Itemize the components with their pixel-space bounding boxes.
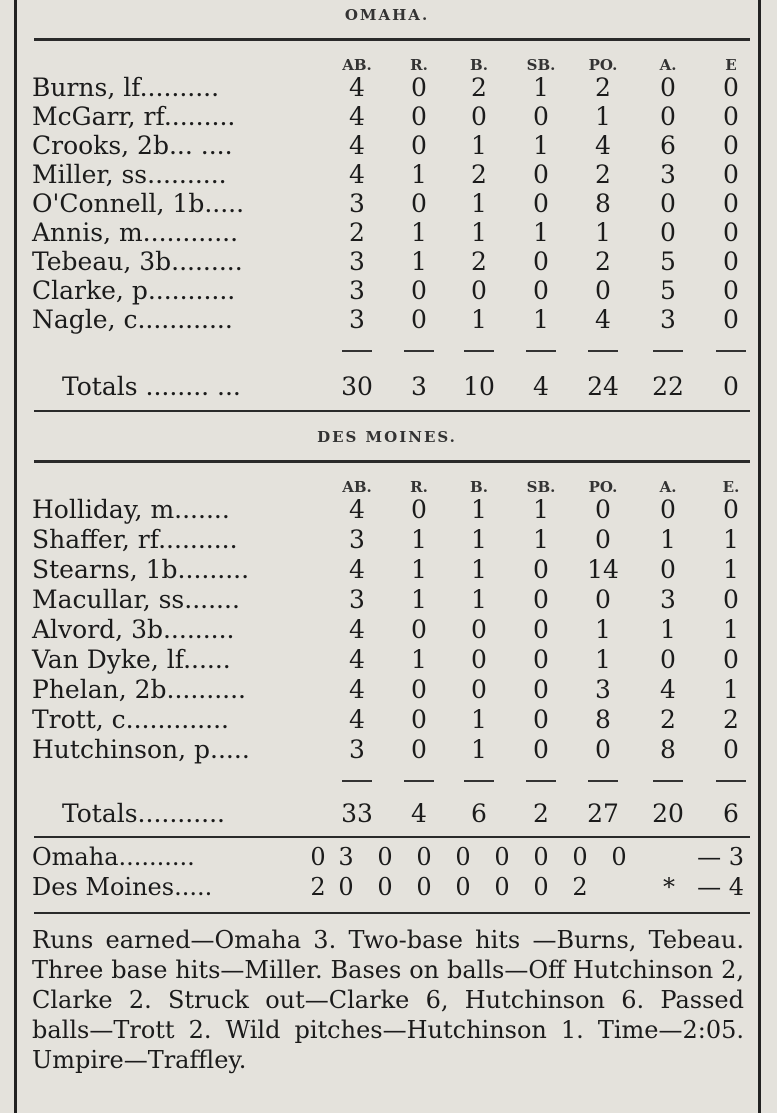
stat-sb: 1 bbox=[533, 73, 549, 102]
player-name: Phelan, 2b.......... bbox=[32, 675, 246, 704]
des-moines-top-rule bbox=[34, 460, 750, 463]
stat-r: 1 bbox=[411, 218, 427, 247]
header-po: PO. bbox=[588, 56, 618, 74]
player-name: Trott, c............. bbox=[32, 705, 229, 734]
stat-e: 1 bbox=[723, 525, 739, 554]
player-name: Miller, ss.......... bbox=[32, 160, 227, 189]
inning-9: 0 bbox=[611, 843, 627, 871]
stat-b: 0 bbox=[471, 645, 487, 674]
stat-sb: 0 bbox=[533, 189, 549, 218]
total-ab: 30 bbox=[341, 372, 373, 401]
omaha-total-dashes bbox=[20, 350, 754, 360]
player-name: Nagle, c............ bbox=[32, 305, 233, 334]
header-po: PO. bbox=[588, 478, 618, 496]
header-r: R. bbox=[410, 478, 428, 496]
player-name: O'Connell, 1b..... bbox=[32, 189, 245, 218]
inning-3: 0 bbox=[377, 873, 393, 901]
player-name: Holliday, m....... bbox=[32, 495, 230, 524]
stat-r: 0 bbox=[411, 305, 427, 334]
totals-label: Totals ........ ... bbox=[62, 372, 241, 401]
stat-ab: 4 bbox=[349, 615, 365, 644]
table-row bbox=[20, 706, 754, 734]
inning-8: 0 bbox=[572, 843, 588, 871]
table-row bbox=[20, 248, 754, 276]
stat-sb: 1 bbox=[533, 525, 549, 554]
player-name: Hutchinson, p..... bbox=[32, 735, 250, 764]
table-row bbox=[20, 496, 754, 524]
stat-b: 2 bbox=[471, 247, 487, 276]
total-r: 4 bbox=[411, 799, 427, 828]
table-row bbox=[20, 556, 754, 584]
header-b: B. bbox=[470, 56, 488, 74]
inning-7: 0 bbox=[533, 843, 549, 871]
stat-b: 1 bbox=[471, 525, 487, 554]
total-r: 3 bbox=[411, 372, 427, 401]
table-row bbox=[20, 132, 754, 160]
line-score-divider bbox=[34, 836, 750, 838]
inning-7: 0 bbox=[533, 873, 549, 901]
stat-a: 5 bbox=[660, 247, 676, 276]
inning-2: 0 bbox=[338, 873, 354, 901]
stat-a: 1 bbox=[660, 615, 676, 644]
stat-sb: 1 bbox=[533, 495, 549, 524]
stat-r: 0 bbox=[411, 735, 427, 764]
stat-ab: 3 bbox=[349, 247, 365, 276]
header-sb: SB. bbox=[526, 56, 556, 74]
header-ab: AB. bbox=[342, 56, 372, 74]
stat-ab: 4 bbox=[349, 160, 365, 189]
des-moines-title: DES MOINES. bbox=[317, 428, 457, 446]
inning-1: 2 bbox=[310, 873, 326, 901]
stat-po: 14 bbox=[587, 555, 619, 584]
stat-ab: 3 bbox=[349, 189, 365, 218]
stat-ab: 4 bbox=[349, 675, 365, 704]
player-name: Annis, m............ bbox=[32, 218, 239, 247]
stat-sb: 0 bbox=[533, 735, 549, 764]
stat-b: 0 bbox=[471, 615, 487, 644]
stat-po: 8 bbox=[595, 705, 611, 734]
header-e: E bbox=[725, 56, 737, 74]
stat-po: 1 bbox=[595, 102, 611, 131]
header-sb: SB. bbox=[526, 478, 556, 496]
stat-r: 1 bbox=[411, 525, 427, 554]
table-row bbox=[20, 219, 754, 247]
stat-po: 1 bbox=[595, 645, 611, 674]
stat-sb: 0 bbox=[533, 705, 549, 734]
stat-r: 0 bbox=[411, 705, 427, 734]
stat-e: 0 bbox=[723, 189, 739, 218]
stat-sb: 1 bbox=[533, 218, 549, 247]
stat-r: 0 bbox=[411, 675, 427, 704]
table-row bbox=[20, 616, 754, 644]
stat-a: 2 bbox=[660, 705, 676, 734]
stat-a: 0 bbox=[660, 218, 676, 247]
stat-a: 1 bbox=[660, 525, 676, 554]
stat-a: 0 bbox=[660, 73, 676, 102]
header-a: A. bbox=[659, 56, 677, 74]
header-b: B. bbox=[470, 478, 488, 496]
stat-r: 1 bbox=[411, 247, 427, 276]
stat-sb: 0 bbox=[533, 585, 549, 614]
line-score-total: — 4 bbox=[697, 873, 744, 901]
table-row bbox=[20, 277, 754, 305]
total-ab: 33 bbox=[341, 799, 373, 828]
stat-ab: 2 bbox=[349, 218, 365, 247]
stat-r: 0 bbox=[411, 615, 427, 644]
inning-5: 0 bbox=[455, 873, 471, 901]
stat-r: 1 bbox=[411, 160, 427, 189]
stat-a: 8 bbox=[660, 735, 676, 764]
total-sb: 2 bbox=[533, 799, 549, 828]
summary-divider bbox=[34, 912, 750, 914]
line-score-team: Omaha.......... bbox=[32, 843, 195, 871]
table-row bbox=[20, 103, 754, 131]
player-name: Alvord, 3b......... bbox=[32, 615, 235, 644]
stat-a: 6 bbox=[660, 131, 676, 160]
omaha-title: OMAHA. bbox=[344, 6, 430, 24]
line-score-total: — 3 bbox=[697, 843, 744, 871]
stat-po: 8 bbox=[595, 189, 611, 218]
stat-e: 0 bbox=[723, 735, 739, 764]
total-b: 10 bbox=[463, 372, 495, 401]
stat-e: 0 bbox=[723, 495, 739, 524]
stat-sb: 0 bbox=[533, 615, 549, 644]
header-e: E. bbox=[722, 478, 740, 496]
stat-po: 2 bbox=[595, 73, 611, 102]
stat-e: 1 bbox=[723, 675, 739, 704]
stat-e: 0 bbox=[723, 305, 739, 334]
stat-a: 5 bbox=[660, 276, 676, 305]
stat-b: 1 bbox=[471, 705, 487, 734]
stat-po: 0 bbox=[595, 495, 611, 524]
stat-b: 1 bbox=[471, 555, 487, 584]
stat-b: 1 bbox=[471, 305, 487, 334]
stat-sb: 1 bbox=[533, 305, 549, 334]
stat-ab: 4 bbox=[349, 102, 365, 131]
stat-a: 0 bbox=[660, 645, 676, 674]
stat-po: 0 bbox=[595, 735, 611, 764]
stat-a: 3 bbox=[660, 160, 676, 189]
inning-8: 2 bbox=[572, 873, 588, 901]
stat-po: 2 bbox=[595, 160, 611, 189]
stat-b: 0 bbox=[471, 102, 487, 131]
table-row bbox=[20, 646, 754, 674]
stat-b: 1 bbox=[471, 218, 487, 247]
header-r: R. bbox=[410, 56, 428, 74]
total-po: 27 bbox=[587, 799, 619, 828]
table-row bbox=[20, 736, 754, 764]
des-moines-total-dashes bbox=[20, 780, 754, 790]
player-name: Macullar, ss....... bbox=[32, 585, 240, 614]
omaha-totals-row bbox=[20, 373, 754, 401]
stat-a: 3 bbox=[660, 305, 676, 334]
stat-sb: 0 bbox=[533, 675, 549, 704]
stat-sb: 0 bbox=[533, 645, 549, 674]
stat-po: 1 bbox=[595, 218, 611, 247]
stat-sb: 0 bbox=[533, 276, 549, 305]
stat-e: 0 bbox=[723, 131, 739, 160]
inning-4: 0 bbox=[416, 843, 432, 871]
inning-2: 3 bbox=[338, 843, 354, 871]
des-moines-totals-row bbox=[20, 800, 754, 828]
stat-po: 0 bbox=[595, 585, 611, 614]
table-row bbox=[20, 190, 754, 218]
stat-r: 1 bbox=[411, 645, 427, 674]
box-score-sheet bbox=[20, 0, 754, 1113]
stat-r: 1 bbox=[411, 555, 427, 584]
stat-a: 4 bbox=[660, 675, 676, 704]
table-row bbox=[20, 586, 754, 614]
player-name: Tebeau, 3b......... bbox=[32, 247, 243, 276]
stat-po: 1 bbox=[595, 615, 611, 644]
line-score-row-des-moines bbox=[20, 872, 754, 902]
header-a: A. bbox=[659, 478, 677, 496]
line-score-row-omaha bbox=[20, 842, 754, 872]
stat-r: 1 bbox=[411, 585, 427, 614]
table-row bbox=[20, 161, 754, 189]
stat-e: 1 bbox=[723, 615, 739, 644]
stat-b: 1 bbox=[471, 735, 487, 764]
stat-a: 0 bbox=[660, 189, 676, 218]
stat-po: 2 bbox=[595, 247, 611, 276]
stat-sb: 0 bbox=[533, 247, 549, 276]
stat-b: 0 bbox=[471, 276, 487, 305]
line-score-team: Des Moines..... bbox=[32, 873, 213, 901]
stat-e: 2 bbox=[723, 705, 739, 734]
player-name: McGarr, rf......... bbox=[32, 102, 236, 131]
stat-r: 0 bbox=[411, 102, 427, 131]
total-e: 6 bbox=[723, 799, 739, 828]
inning-1: 0 bbox=[310, 843, 326, 871]
stat-e: 0 bbox=[723, 247, 739, 276]
table-row bbox=[20, 306, 754, 334]
stat-e: 0 bbox=[723, 160, 739, 189]
stat-r: 0 bbox=[411, 189, 427, 218]
stat-ab: 4 bbox=[349, 131, 365, 160]
total-e: 0 bbox=[723, 372, 739, 401]
stat-b: 1 bbox=[471, 189, 487, 218]
total-b: 6 bbox=[471, 799, 487, 828]
table-row bbox=[20, 526, 754, 554]
omaha-top-rule bbox=[34, 38, 750, 41]
stat-e: 1 bbox=[723, 555, 739, 584]
stat-po: 3 bbox=[595, 675, 611, 704]
table-row bbox=[20, 676, 754, 704]
inning-6: 0 bbox=[494, 843, 510, 871]
stat-a: 3 bbox=[660, 585, 676, 614]
stat-po: 0 bbox=[595, 276, 611, 305]
stat-b: 1 bbox=[471, 495, 487, 524]
header-ab: AB. bbox=[342, 478, 372, 496]
player-name: Crooks, 2b... .... bbox=[32, 131, 233, 160]
table-row bbox=[20, 74, 754, 102]
stat-ab: 4 bbox=[349, 645, 365, 674]
stat-b: 2 bbox=[471, 160, 487, 189]
stat-ab: 3 bbox=[349, 276, 365, 305]
stat-b: 1 bbox=[471, 131, 487, 160]
stat-e: 0 bbox=[723, 102, 739, 131]
stat-a: 0 bbox=[660, 495, 676, 524]
player-name: Burns, lf.......... bbox=[32, 73, 220, 102]
stat-e: 0 bbox=[723, 585, 739, 614]
inning-4: 0 bbox=[416, 873, 432, 901]
player-name: Stearns, 1b......... bbox=[32, 555, 250, 584]
stat-e: 0 bbox=[723, 73, 739, 102]
stat-b: 0 bbox=[471, 675, 487, 704]
stat-sb: 0 bbox=[533, 102, 549, 131]
stat-ab: 4 bbox=[349, 705, 365, 734]
stat-a: 0 bbox=[660, 555, 676, 584]
stat-ab: 3 bbox=[349, 585, 365, 614]
stat-r: 0 bbox=[411, 276, 427, 305]
player-name: Shaffer, rf.......... bbox=[32, 525, 238, 554]
stat-po: 0 bbox=[595, 525, 611, 554]
stat-b: 2 bbox=[471, 73, 487, 102]
game-summary: Runs earned—Omaha 3. Two-base hits —Burns, Tebeau. Three base hits—Miller. Bases on balls—Off Hutchinson 2, Clarke 2. Struck out—Clarke 6, Hutchinson 6. Passed balls—Trott 2. Wild pitches—Hutchinson 1. Time—2:05. Umpire—Traffley. bbox=[32, 926, 744, 1074]
stat-e: 0 bbox=[723, 276, 739, 305]
left-border bbox=[14, 0, 17, 1113]
inning-5: 0 bbox=[455, 843, 471, 871]
stat-r: 0 bbox=[411, 73, 427, 102]
stat-r: 0 bbox=[411, 495, 427, 524]
stat-ab: 4 bbox=[349, 555, 365, 584]
stat-r: 0 bbox=[411, 131, 427, 160]
stat-e: 0 bbox=[723, 645, 739, 674]
total-sb: 4 bbox=[533, 372, 549, 401]
inning-9: * bbox=[663, 873, 675, 901]
stat-ab: 3 bbox=[349, 305, 365, 334]
inning-6: 0 bbox=[494, 873, 510, 901]
stat-po: 4 bbox=[595, 305, 611, 334]
stat-sb: 1 bbox=[533, 131, 549, 160]
total-a: 20 bbox=[652, 799, 684, 828]
stat-ab: 3 bbox=[349, 525, 365, 554]
player-name: Van Dyke, lf...... bbox=[32, 645, 231, 674]
player-name: Clarke, p........... bbox=[32, 276, 236, 305]
stat-ab: 4 bbox=[349, 495, 365, 524]
totals-label: Totals........... bbox=[62, 799, 225, 828]
total-po: 24 bbox=[587, 372, 619, 401]
stat-sb: 0 bbox=[533, 555, 549, 584]
stat-ab: 4 bbox=[349, 73, 365, 102]
stat-ab: 3 bbox=[349, 735, 365, 764]
total-a: 22 bbox=[652, 372, 684, 401]
stat-a: 0 bbox=[660, 102, 676, 131]
stat-sb: 0 bbox=[533, 160, 549, 189]
stat-po: 4 bbox=[595, 131, 611, 160]
inning-3: 0 bbox=[377, 843, 393, 871]
stat-b: 1 bbox=[471, 585, 487, 614]
section-divider bbox=[34, 410, 750, 412]
stat-e: 0 bbox=[723, 218, 739, 247]
